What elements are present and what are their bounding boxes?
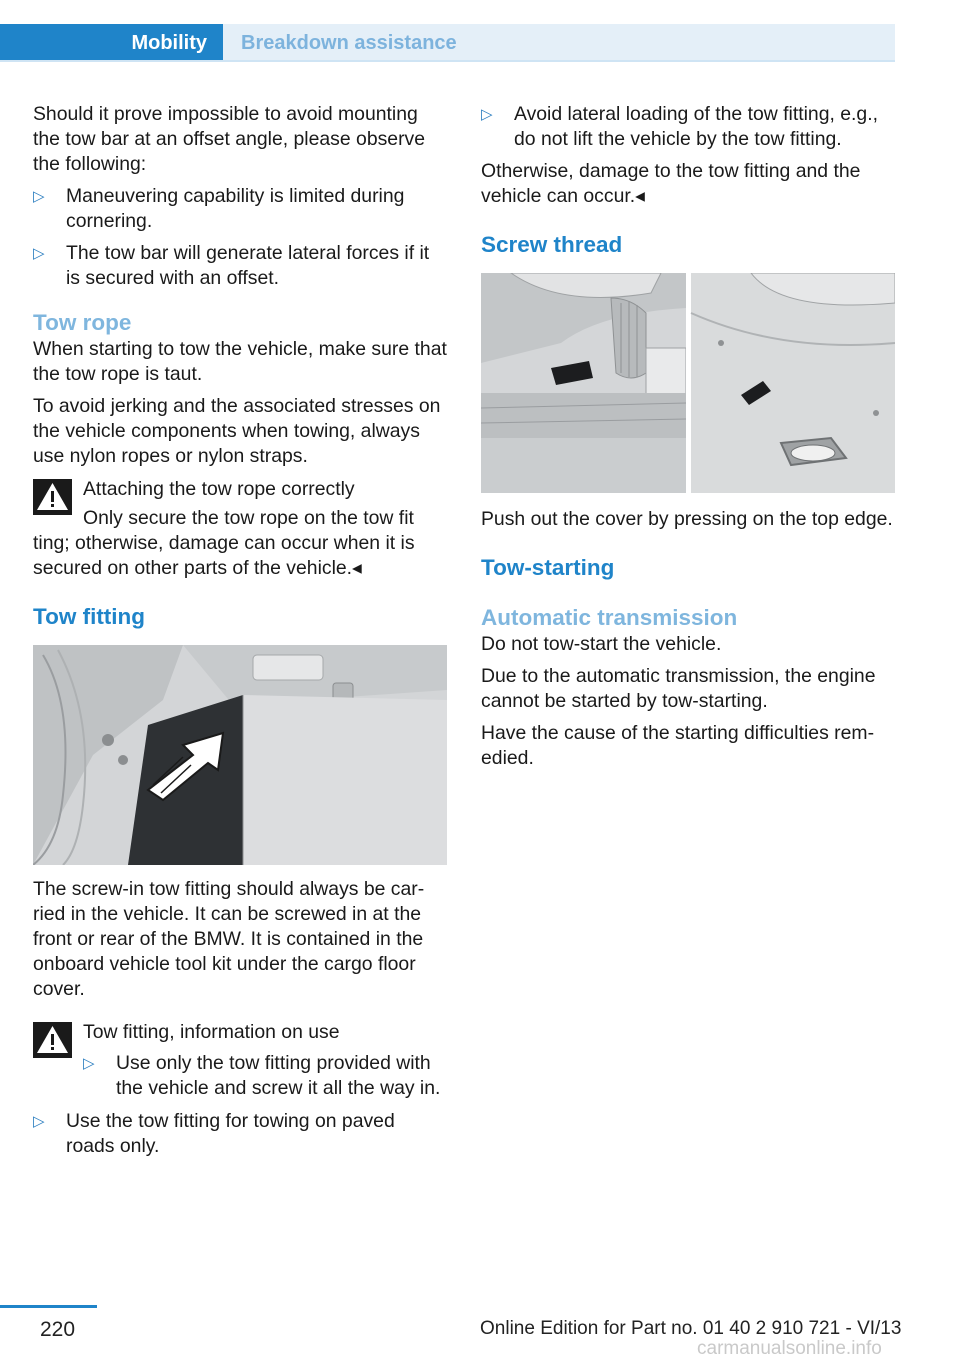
left-column [33,102,447,1166]
tab-breakdown-assistance-label: Breakdown assistance [241,32,457,54]
otherwise-paragraph: Otherwise, damage to the tow fitting and the vehicle can occur.◂ [481,160,861,207]
auto-paragraph-1: Do not tow-start the vehicle. [481,633,722,655]
bullet-text: The tow bar will generate lateral forces if it is secured with an offset. [66,242,430,289]
warning-tow-rope [33,477,447,581]
tow-rope-paragraph-1: When starting to tow the vehicle, make sure that the tow rope is taut. [33,338,447,385]
tow-starting-heading: Tow-starting [481,555,615,580]
edition-info: Online Edition for Part no. 01 40 2 910 721 - VI/13 [480,1318,902,1339]
cargo-area-illustration [33,645,447,865]
tow-rope-paragraph-2: To avoid jerking and the associated stresses on the vehicle components when towing, always use nylon ropes or nylon straps. [33,395,441,467]
tab-mobility[interactable] [0,24,223,62]
tow-rope-heading: Tow rope [33,310,132,335]
tow-fitting-paragraph: The screw-in tow fitting should always be carried in the vehicle. It can be screwed in at the front or rear of the BMW. It is contained in the onboard vehicle tool kit under the cargo floor cover. [33,878,425,1000]
list-item [33,184,447,234]
push-out-paragraph: Push out the cover by pressing on the top edge. [481,508,893,530]
bullet-triangle-icon: ▷ [33,245,45,262]
right-column [481,102,895,778]
warning-title: Tow fitting, information on use [83,1021,340,1043]
list-item [481,102,895,152]
warning-title: Attaching the tow rope correctly [83,478,355,500]
bullet-triangle-icon: ▷ [83,1055,95,1072]
list-item [83,1051,447,1101]
list-item [33,241,447,291]
bullet-triangle-icon: ▷ [33,188,45,205]
bullet-text: Avoid lateral loading of the tow fitting, e.g., do not lift the vehicle by the tow fitting. [514,103,878,150]
intro-paragraph: Should it prove impossible to avoid mounting the tow bar at an offset angle, please observe the following: [33,103,426,175]
screw-thread-heading: Screw thread [481,232,623,257]
tab-mobility-label: Mobility [131,32,207,54]
screw-thread-image [481,273,895,493]
bumper-illustration [481,273,895,493]
bullet-text: Maneuvering capability is limited during cornering. [66,185,405,232]
warning-icon [33,479,72,515]
tab-breakdown-assistance[interactable] [223,24,895,62]
list-item [33,1109,447,1159]
page-number: 220 [40,1318,76,1341]
warning-tow-fitting [33,1020,447,1101]
warning-text: ting; otherwise, damage can occur when it is secured on other parts of the vehicle.◂ [33,532,415,579]
tow-fitting-image [33,645,447,865]
auto-paragraph-3: Have the cause of the starting difficulties remedied. [481,722,875,769]
bullet-text: Use only the tow fitting provided with the vehicle and screw it all the way in. [116,1052,441,1099]
bullet-triangle-icon: ▷ [33,1113,45,1130]
watermark: carmanualsonline.info [697,1338,882,1359]
bullet-triangle-icon: ▷ [481,106,493,123]
bullet-text: Use the tow fitting for towing on paved roads only. [66,1110,395,1157]
automatic-transmission-heading: Automatic transmission [481,605,738,630]
footer-divider [0,1305,97,1308]
warning-icon [33,1022,72,1058]
header-divider [0,60,895,62]
auto-paragraph-2: Due to the automatic transmission, the engine cannot be started by tow-starting. [481,665,876,712]
tow-fitting-heading: Tow fitting [33,604,146,629]
warning-line: Only secure the tow rope on the tow fit [83,507,414,529]
